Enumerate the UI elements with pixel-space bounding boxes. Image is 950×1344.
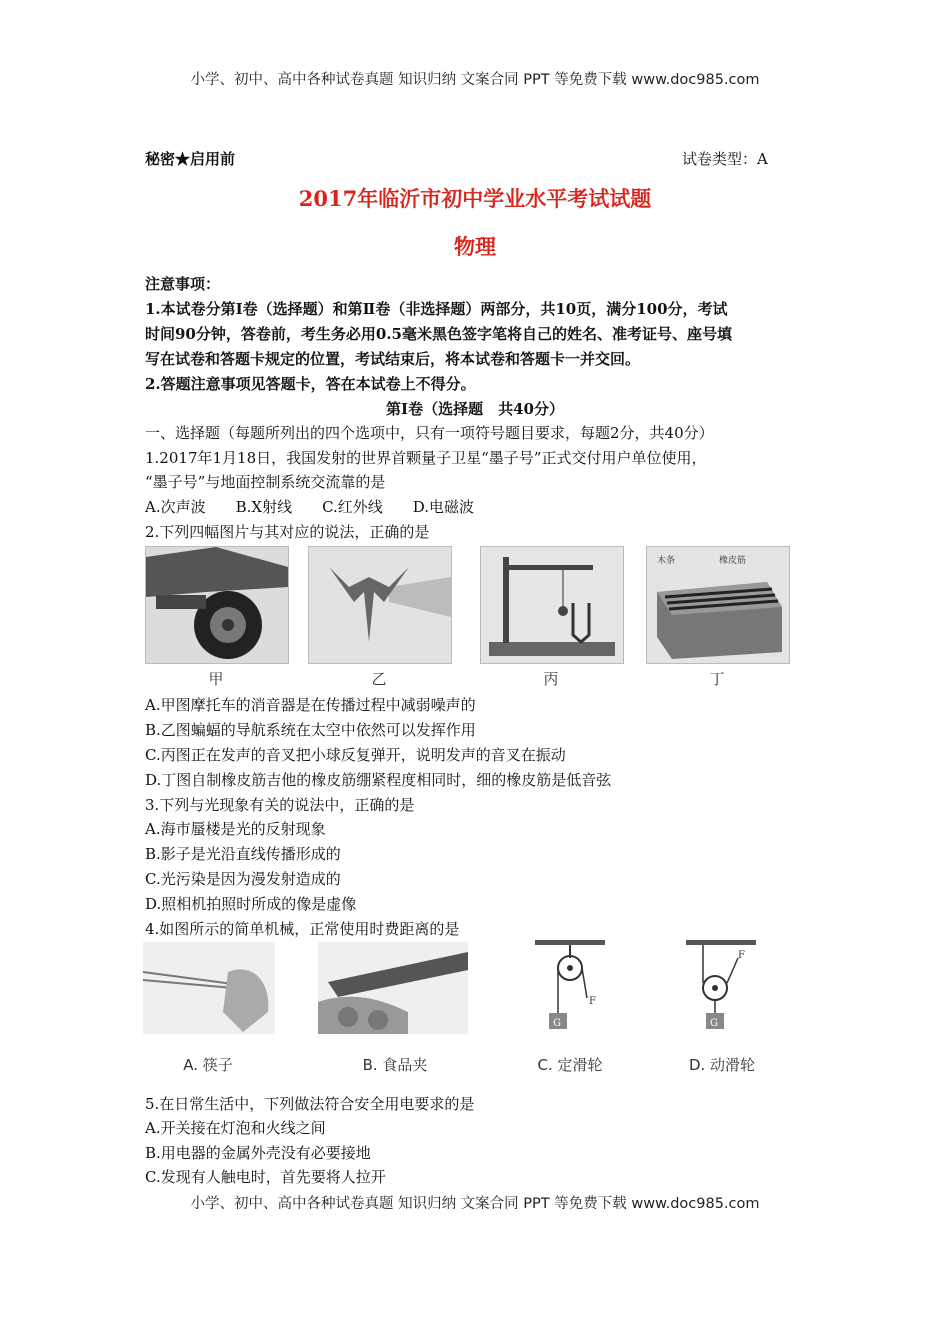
weight-label: G — [553, 1018, 561, 1029]
notice-heading: 注意事项： — [145, 275, 221, 293]
wood-strip-label: 木条 — [657, 556, 676, 566]
fig-caption-yi: 乙 — [371, 670, 387, 688]
q3-option: C.光污染是因为漫发射造成的 — [145, 870, 341, 888]
rubber-band-guitar-figure — [646, 546, 790, 664]
section-heading: 一、选择题（每题所列出的四个选项中，只有一项符号题目要求，每题2分，共40分） — [145, 424, 714, 442]
q5-option: A.开关接在灯泡和火线之间 — [145, 1119, 326, 1137]
q1-options: A.次声波 B.X射线 C.红外线 D.电磁波 — [145, 498, 475, 516]
notice-line: 1.本试卷分第Ⅰ卷（选择题）和第Ⅱ卷（非选择题）两部分，共10页，满分100分，考试 — [145, 300, 728, 318]
food-tongs-figure — [318, 942, 468, 1034]
q2-option: D.丁图自制橡皮筋吉他的橡皮筋绷紧程度相同时，细的橡皮筋是低音弦 — [145, 771, 612, 789]
notice-line: 写在试卷和答题卡规定的位置，考试结束后，将本试卷和答题卡一并交回。 — [145, 350, 641, 368]
secret-label: 秘密★启用前 — [145, 150, 236, 168]
fig-caption-ding: 丁 — [709, 670, 725, 688]
q5-option: B.用电器的金属外壳没有必要接地 — [145, 1144, 371, 1162]
movable-pulley-figure — [678, 938, 768, 1038]
motorcycle-figure — [145, 546, 289, 664]
page-header: 小学、初中、高中各种试卷真题 知识归纳 文案合同 PPT 等免费下载 www.doc985.com — [190, 72, 760, 88]
q2-stem: 2.下列四幅图片与其对应的说法，正确的是 — [145, 523, 430, 541]
q3-option: D.照相机拍照时所成的像是虚像 — [145, 895, 357, 913]
notice-line: 时间90分钟，答卷前，考生务必用0.5毫米黑色签字笔将自己的姓名、准考证号、座号填 — [145, 325, 732, 343]
fig-caption-tongs: B. 食品夹 — [362, 1056, 428, 1074]
chopsticks-figure — [143, 942, 275, 1034]
q3-option: A.海市蜃楼是光的反射现象 — [145, 820, 326, 838]
paper-type: 试卷类型：A — [682, 150, 768, 168]
q1-stem: “墨子号”与地面控制系统交流靠的是 — [145, 473, 386, 491]
notice-line: 2.答题注意事项见答题卡，答在本试卷上不得分。 — [145, 375, 476, 393]
food-tongs-icon — [318, 942, 468, 1034]
q5-option: C.发现有人触电时，首先要将人拉开 — [145, 1168, 386, 1186]
fixed-pulley-figure — [525, 938, 615, 1038]
q3-option: B.影子是光沿直线传播形成的 — [145, 845, 341, 863]
chopsticks-icon — [143, 942, 275, 1034]
rubber-band-label: 橡皮筋 — [719, 556, 747, 566]
motorcycle-icon — [146, 547, 288, 663]
fig-caption-fixed-pulley: C. 定滑轮 — [537, 1056, 603, 1074]
fig-caption-bing: 丙 — [543, 670, 559, 688]
q2-option: B.乙图蝙蝠的导航系统在太空中依然可以发挥作用 — [145, 721, 476, 739]
force-label: F — [589, 996, 596, 1007]
q3-stem: 3.下列与光现象有关的说法中，正确的是 — [145, 796, 415, 814]
exam-title: 2017年临沂市初中学业水平考试试题 — [298, 186, 652, 211]
guitar-box-icon — [647, 547, 789, 663]
q5-stem: 5.在日常生活中，下列做法符合安全用电要求的是 — [145, 1095, 475, 1113]
force-label: F — [738, 950, 745, 961]
bat-figure — [308, 546, 452, 664]
fixed-pulley-icon — [525, 938, 615, 1038]
page-footer: 小学、初中、高中各种试卷真题 知识归纳 文案合同 PPT 等免费下载 www.doc985.com — [190, 1196, 760, 1212]
subject-title: 物理 — [454, 234, 496, 259]
fig-caption-movable-pulley: D. 动滑轮 — [688, 1056, 756, 1074]
bat-icon — [309, 547, 451, 663]
fig-caption-jia: 甲 — [208, 670, 224, 688]
tuning-fork-icon — [481, 547, 623, 663]
movable-pulley-icon — [678, 938, 768, 1038]
fig-caption-chopsticks: A. 筷子 — [183, 1056, 233, 1074]
q4-stem: 4.如图所示的简单机械，正常使用时费距离的是 — [145, 920, 460, 938]
tuning-fork-figure — [480, 546, 624, 664]
q1-stem: 1.2017年1月18日，我国发射的世界首颗量子卫星“墨子号”正式交付用户单位使用， — [145, 449, 707, 467]
part1-title: 第Ⅰ卷（选择题 共40分） — [386, 400, 564, 418]
q2-option: A.甲图摩托车的消音器是在传播过程中减弱噪声的 — [145, 696, 476, 714]
q2-option: C.丙图正在发声的音叉把小球反复弹开，说明发声的音叉在振动 — [145, 746, 566, 764]
weight-label: G — [710, 1018, 718, 1029]
